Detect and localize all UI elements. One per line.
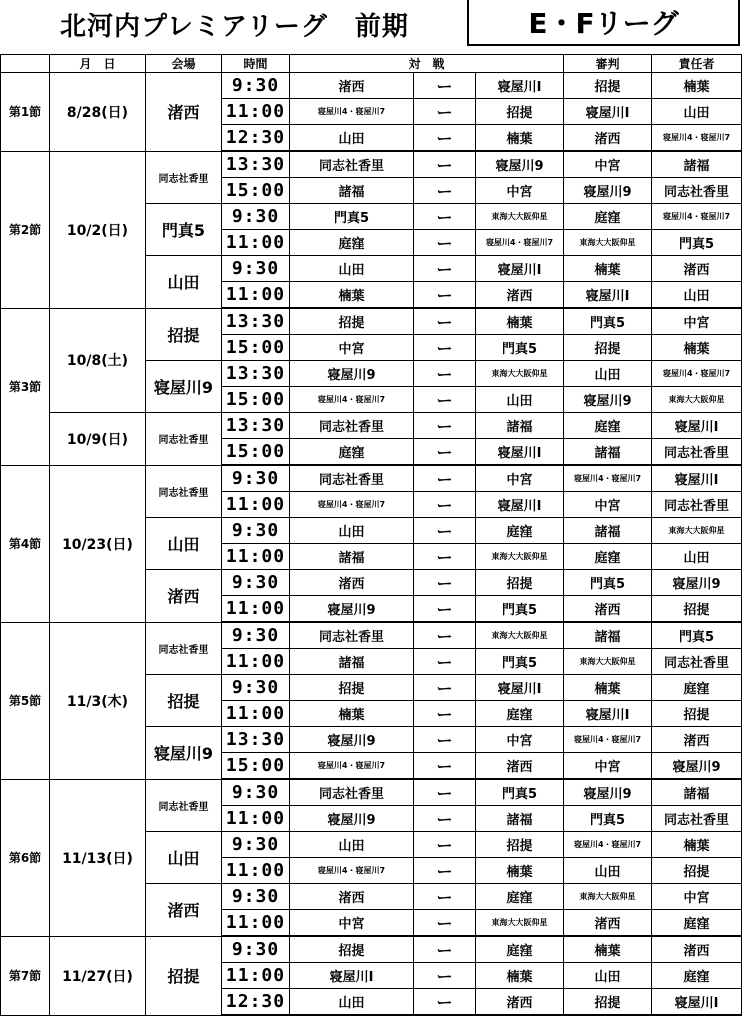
manager-cell: 招提 xyxy=(652,596,742,623)
home-team-cell: 門真5 xyxy=(290,204,414,230)
manager-cell: 楠葉 xyxy=(652,832,742,858)
manager-cell: 渚西 xyxy=(652,256,742,282)
away-team-cell: 東海大大阪仰星 xyxy=(476,622,564,649)
referee-cell: 中宮 xyxy=(564,151,652,178)
referee-cell: 招提 xyxy=(564,989,652,1016)
time-cell: 9:30 xyxy=(222,622,290,649)
vs-cell: ー xyxy=(414,963,476,989)
home-team-cell: 渚西 xyxy=(290,73,414,99)
away-team-cell: 庭窪 xyxy=(476,936,564,963)
home-team-cell: 山田 xyxy=(290,518,414,544)
time-cell: 11:00 xyxy=(222,701,290,727)
home-team-cell: 山田 xyxy=(290,989,414,1016)
manager-cell: 門真5 xyxy=(652,622,742,649)
referee-cell: 招提 xyxy=(564,335,652,361)
time-header: 時間 xyxy=(222,55,290,73)
home-team-cell: 寝屋川4・寝屋川7 xyxy=(290,387,414,413)
manager-cell: 諸福 xyxy=(652,151,742,178)
vs-cell: ー xyxy=(414,230,476,256)
referee-header: 審判 xyxy=(564,55,652,73)
manager-cell: 寝屋川Ⅰ xyxy=(652,465,742,492)
referee-cell: 渚西 xyxy=(564,596,652,623)
home-team-cell: 寝屋川Ⅰ xyxy=(290,963,414,989)
referee-cell: 東海大大阪仰星 xyxy=(564,884,652,910)
time-cell: 11:00 xyxy=(222,99,290,125)
home-team-cell: 寝屋川9 xyxy=(290,596,414,623)
away-team-cell: 寝屋川Ⅰ xyxy=(476,439,564,466)
vs-cell: ー xyxy=(414,439,476,466)
home-team-cell: 寝屋川9 xyxy=(290,727,414,753)
away-team-cell: 中宮 xyxy=(476,727,564,753)
vs-cell: ー xyxy=(414,570,476,596)
vs-cell: ー xyxy=(414,492,476,518)
manager-cell: 招提 xyxy=(652,701,742,727)
time-cell: 15:00 xyxy=(222,439,290,466)
date-cell: 10/9(日) xyxy=(50,413,146,466)
section-cell: 第5節 xyxy=(1,622,50,779)
referee-cell: 寝屋川4・寝屋川7 xyxy=(564,465,652,492)
venue-cell: 山田 xyxy=(146,256,222,309)
venue-cell: 渚西 xyxy=(146,570,222,623)
referee-cell: 寝屋川4・寝屋川7 xyxy=(564,832,652,858)
referee-cell: 諸福 xyxy=(564,439,652,466)
vs-cell: ー xyxy=(414,753,476,780)
venue-cell: 同志社香里 xyxy=(146,413,222,466)
time-cell: 11:00 xyxy=(222,858,290,884)
referee-cell: 渚西 xyxy=(564,910,652,937)
section-cell: 第1節 xyxy=(1,73,50,152)
home-team-cell: 寝屋川9 xyxy=(290,361,414,387)
vs-cell: ー xyxy=(414,727,476,753)
away-team-cell: 楠葉 xyxy=(476,858,564,884)
vs-cell: ー xyxy=(414,649,476,675)
away-team-cell: 招提 xyxy=(476,99,564,125)
manager-cell: 渚西 xyxy=(652,936,742,963)
referee-cell: 招提 xyxy=(564,73,652,99)
away-team-cell: 諸福 xyxy=(476,413,564,439)
section-header xyxy=(1,55,50,73)
away-team-cell: 寝屋川Ⅰ xyxy=(476,73,564,99)
home-team-cell: 中宮 xyxy=(290,335,414,361)
away-team-cell: 東海大大阪仰星 xyxy=(476,910,564,937)
away-team-cell: 渚西 xyxy=(476,753,564,780)
manager-cell: 同志社香里 xyxy=(652,806,742,832)
referee-cell: 寝屋川Ⅰ xyxy=(564,282,652,309)
vs-cell: ー xyxy=(414,936,476,963)
away-team-cell: 門真5 xyxy=(476,335,564,361)
vs-cell: ー xyxy=(414,256,476,282)
referee-cell: 楠葉 xyxy=(564,675,652,701)
date-cell: 11/13(日) xyxy=(50,779,146,936)
away-team-cell: 東海大大阪仰星 xyxy=(476,544,564,570)
referee-cell: 門真5 xyxy=(564,308,652,335)
referee-cell: 中宮 xyxy=(564,753,652,780)
table-row xyxy=(1,779,742,806)
manager-cell: 寝屋川4・寝屋川7 xyxy=(652,125,742,152)
away-team-cell: 山田 xyxy=(476,387,564,413)
venue-cell: 同志社香里 xyxy=(146,779,222,832)
home-team-cell: 渚西 xyxy=(290,884,414,910)
manager-cell: 楠葉 xyxy=(652,73,742,99)
referee-cell: 山田 xyxy=(564,361,652,387)
referee-cell: 寝屋川Ⅰ xyxy=(564,99,652,125)
time-cell: 9:30 xyxy=(222,204,290,230)
time-cell: 9:30 xyxy=(222,779,290,806)
home-team-cell: 寝屋川9 xyxy=(290,806,414,832)
referee-cell: 山田 xyxy=(564,858,652,884)
time-cell: 11:00 xyxy=(222,492,290,518)
manager-cell: 山田 xyxy=(652,282,742,309)
venue-cell: 招提 xyxy=(146,675,222,727)
referee-cell: 楠葉 xyxy=(564,256,652,282)
venue-cell: 寝屋川9 xyxy=(146,727,222,780)
away-team-cell: 門真5 xyxy=(476,779,564,806)
vs-cell: ー xyxy=(414,622,476,649)
time-cell: 9:30 xyxy=(222,518,290,544)
referee-cell: 寝屋川4・寝屋川7 xyxy=(564,727,652,753)
table-row xyxy=(1,308,742,335)
referee-cell: 寝屋川9 xyxy=(564,387,652,413)
home-team-cell: 寝屋川4・寝屋川7 xyxy=(290,492,414,518)
time-cell: 12:30 xyxy=(222,125,290,152)
time-cell: 11:00 xyxy=(222,596,290,623)
venue-cell: 渚西 xyxy=(146,73,222,152)
schedule-body xyxy=(1,73,742,1016)
date-cell: 10/8(土) xyxy=(50,308,146,413)
manager-cell: 庭窪 xyxy=(652,675,742,701)
time-cell: 9:30 xyxy=(222,832,290,858)
league-name: E・Fリーグ xyxy=(467,0,740,46)
manager-cell: 渚西 xyxy=(652,727,742,753)
referee-cell: 山田 xyxy=(564,963,652,989)
manager-cell: 同志社香里 xyxy=(652,439,742,466)
vs-cell: ー xyxy=(414,989,476,1016)
away-team-cell: 東海大大阪仰星 xyxy=(476,204,564,230)
date-cell: 8/28(日) xyxy=(50,73,146,152)
home-team-cell: 寝屋川4・寝屋川7 xyxy=(290,99,414,125)
manager-cell: 寝屋川9 xyxy=(652,570,742,596)
away-team-cell: 庭窪 xyxy=(476,884,564,910)
away-team-cell: 寝屋川4・寝屋川7 xyxy=(476,230,564,256)
time-cell: 9:30 xyxy=(222,936,290,963)
time-cell: 9:30 xyxy=(222,465,290,492)
time-cell: 13:30 xyxy=(222,361,290,387)
home-team-cell: 諸福 xyxy=(290,649,414,675)
manager-cell: 東海大大阪仰星 xyxy=(652,518,742,544)
manager-cell: 寝屋川4・寝屋川7 xyxy=(652,361,742,387)
home-team-cell: 寝屋川4・寝屋川7 xyxy=(290,753,414,780)
vs-cell: ー xyxy=(414,308,476,335)
match-header: 対 戦 xyxy=(290,55,564,73)
header xyxy=(0,0,742,54)
vs-cell: ー xyxy=(414,335,476,361)
time-cell: 15:00 xyxy=(222,753,290,780)
time-cell: 13:30 xyxy=(222,413,290,439)
away-team-cell: 中宮 xyxy=(476,178,564,204)
away-team-cell: 寝屋川Ⅰ xyxy=(476,256,564,282)
date-cell: 10/2(日) xyxy=(50,151,146,308)
away-team-cell: 寝屋川Ⅰ xyxy=(476,675,564,701)
date-cell: 10/23(日) xyxy=(50,465,146,622)
away-team-cell: 寝屋川9 xyxy=(476,151,564,178)
away-team-cell: 庭窪 xyxy=(476,701,564,727)
venue-cell: 寝屋川9 xyxy=(146,361,222,413)
vs-cell: ー xyxy=(414,178,476,204)
venue-cell: 同志社香里 xyxy=(146,465,222,518)
time-cell: 9:30 xyxy=(222,675,290,701)
referee-cell: 寝屋川Ⅰ xyxy=(564,701,652,727)
manager-cell: 東海大大阪仰星 xyxy=(652,387,742,413)
date-cell: 11/3(木) xyxy=(50,622,146,779)
vs-cell: ー xyxy=(414,779,476,806)
manager-cell: 寝屋川4・寝屋川7 xyxy=(652,204,742,230)
home-team-cell: 同志社香里 xyxy=(290,465,414,492)
time-cell: 15:00 xyxy=(222,178,290,204)
away-team-cell: 楠葉 xyxy=(476,963,564,989)
referee-cell: 庭窪 xyxy=(564,204,652,230)
time-cell: 11:00 xyxy=(222,963,290,989)
table-row xyxy=(1,151,742,178)
home-team-cell: 庭窪 xyxy=(290,439,414,466)
referee-cell: 門真5 xyxy=(564,806,652,832)
section-cell: 第3節 xyxy=(1,308,50,465)
home-team-cell: 諸福 xyxy=(290,544,414,570)
vs-cell: ー xyxy=(414,675,476,701)
section-cell: 第6節 xyxy=(1,779,50,936)
time-cell: 15:00 xyxy=(222,335,290,361)
time-cell: 11:00 xyxy=(222,230,290,256)
home-team-cell: 同志社香里 xyxy=(290,622,414,649)
referee-cell: 寝屋川9 xyxy=(564,779,652,806)
home-team-cell: 渚西 xyxy=(290,570,414,596)
referee-cell: 中宮 xyxy=(564,492,652,518)
manager-cell: 中宮 xyxy=(652,884,742,910)
time-cell: 9:30 xyxy=(222,256,290,282)
vs-cell: ー xyxy=(414,99,476,125)
away-team-cell: 寝屋川Ⅰ xyxy=(476,492,564,518)
venue-cell: 渚西 xyxy=(146,884,222,937)
manager-header: 責任者 xyxy=(652,55,742,73)
manager-cell: 寝屋川Ⅰ xyxy=(652,413,742,439)
home-team-cell: 楠葉 xyxy=(290,282,414,309)
away-team-cell: 庭窪 xyxy=(476,518,564,544)
section-cell: 第2節 xyxy=(1,151,50,308)
vs-cell: ー xyxy=(414,387,476,413)
time-cell: 11:00 xyxy=(222,910,290,937)
section-cell: 第7節 xyxy=(1,936,50,1015)
vs-cell: ー xyxy=(414,596,476,623)
table-row xyxy=(1,413,742,439)
vs-cell: ー xyxy=(414,910,476,937)
vs-cell: ー xyxy=(414,73,476,99)
referee-cell: 庭窪 xyxy=(564,413,652,439)
vs-cell: ー xyxy=(414,701,476,727)
home-team-cell: 山田 xyxy=(290,125,414,152)
time-cell: 15:00 xyxy=(222,387,290,413)
time-cell: 13:30 xyxy=(222,151,290,178)
home-team-cell: 山田 xyxy=(290,256,414,282)
home-team-cell: 中宮 xyxy=(290,910,414,937)
manager-cell: 中宮 xyxy=(652,308,742,335)
time-cell: 13:30 xyxy=(222,308,290,335)
manager-cell: 諸福 xyxy=(652,779,742,806)
away-team-cell: 諸福 xyxy=(476,806,564,832)
table-row xyxy=(1,936,742,963)
time-cell: 9:30 xyxy=(222,884,290,910)
vs-cell: ー xyxy=(414,544,476,570)
away-team-cell: 門真5 xyxy=(476,649,564,675)
table-row xyxy=(1,73,742,99)
manager-cell: 山田 xyxy=(652,99,742,125)
referee-cell: 東海大大阪仰星 xyxy=(564,230,652,256)
home-team-cell: 庭窪 xyxy=(290,230,414,256)
manager-cell: 庭窪 xyxy=(652,963,742,989)
home-team-cell: 山田 xyxy=(290,832,414,858)
venue-cell: 招提 xyxy=(146,936,222,1015)
referee-cell: 楠葉 xyxy=(564,936,652,963)
home-team-cell: 楠葉 xyxy=(290,701,414,727)
vs-cell: ー xyxy=(414,832,476,858)
vs-cell: ー xyxy=(414,465,476,492)
time-cell: 11:00 xyxy=(222,282,290,309)
vs-cell: ー xyxy=(414,204,476,230)
vs-cell: ー xyxy=(414,858,476,884)
referee-cell: 東海大大阪仰星 xyxy=(564,649,652,675)
vs-cell: ー xyxy=(414,151,476,178)
vs-cell: ー xyxy=(414,125,476,152)
date-cell: 11/27(日) xyxy=(50,936,146,1015)
time-cell: 9:30 xyxy=(222,73,290,99)
home-team-cell: 同志社香里 xyxy=(290,151,414,178)
manager-cell: 寝屋川Ⅰ xyxy=(652,989,742,1016)
venue-cell: 山田 xyxy=(146,832,222,884)
home-team-cell: 寝屋川4・寝屋川7 xyxy=(290,858,414,884)
away-team-cell: 渚西 xyxy=(476,282,564,309)
referee-cell: 庭窪 xyxy=(564,544,652,570)
away-team-cell: 楠葉 xyxy=(476,308,564,335)
home-team-cell: 諸福 xyxy=(290,178,414,204)
time-cell: 11:00 xyxy=(222,806,290,832)
vs-cell: ー xyxy=(414,282,476,309)
table-row xyxy=(1,465,742,492)
manager-cell: 山田 xyxy=(652,544,742,570)
home-team-cell: 同志社香里 xyxy=(290,413,414,439)
home-team-cell: 招提 xyxy=(290,675,414,701)
date-header: 月 日 xyxy=(50,55,146,73)
time-cell: 9:30 xyxy=(222,570,290,596)
home-team-cell: 招提 xyxy=(290,308,414,335)
venue-header: 会場 xyxy=(146,55,222,73)
referee-cell: 諸福 xyxy=(564,622,652,649)
page-title: 北河内プレミアリーグ 前期 xyxy=(60,12,409,42)
venue-cell: 山田 xyxy=(146,518,222,570)
section-cell: 第4節 xyxy=(1,465,50,622)
time-cell: 13:30 xyxy=(222,727,290,753)
home-team-cell: 招提 xyxy=(290,936,414,963)
vs-cell: ー xyxy=(414,361,476,387)
venue-cell: 同志社香里 xyxy=(146,151,222,204)
away-team-cell: 東海大大阪仰星 xyxy=(476,361,564,387)
referee-cell: 寝屋川9 xyxy=(564,178,652,204)
away-team-cell: 門真5 xyxy=(476,596,564,623)
manager-cell: 同志社香里 xyxy=(652,492,742,518)
manager-cell: 同志社香里 xyxy=(652,178,742,204)
venue-cell: 同志社香里 xyxy=(146,622,222,675)
schedule-table xyxy=(0,54,742,1016)
away-team-cell: 渚西 xyxy=(476,989,564,1016)
away-team-cell: 招提 xyxy=(476,570,564,596)
vs-cell: ー xyxy=(414,884,476,910)
manager-cell: 門真5 xyxy=(652,230,742,256)
vs-cell: ー xyxy=(414,518,476,544)
referee-cell: 門真5 xyxy=(564,570,652,596)
time-cell: 12:30 xyxy=(222,989,290,1016)
manager-cell: 楠葉 xyxy=(652,335,742,361)
away-team-cell: 招提 xyxy=(476,832,564,858)
vs-cell: ー xyxy=(414,413,476,439)
manager-cell: 庭窪 xyxy=(652,910,742,937)
manager-cell: 招提 xyxy=(652,858,742,884)
manager-cell: 同志社香里 xyxy=(652,649,742,675)
manager-cell: 寝屋川9 xyxy=(652,753,742,780)
venue-cell: 門真5 xyxy=(146,204,222,256)
table-row xyxy=(1,622,742,649)
time-cell: 11:00 xyxy=(222,544,290,570)
vs-cell: ー xyxy=(414,806,476,832)
home-team-cell: 同志社香里 xyxy=(290,779,414,806)
venue-cell: 招提 xyxy=(146,308,222,361)
away-team-cell: 中宮 xyxy=(476,465,564,492)
time-cell: 11:00 xyxy=(222,649,290,675)
referee-cell: 諸福 xyxy=(564,518,652,544)
referee-cell: 渚西 xyxy=(564,125,652,152)
away-team-cell: 楠葉 xyxy=(476,125,564,152)
header-row xyxy=(1,55,742,73)
